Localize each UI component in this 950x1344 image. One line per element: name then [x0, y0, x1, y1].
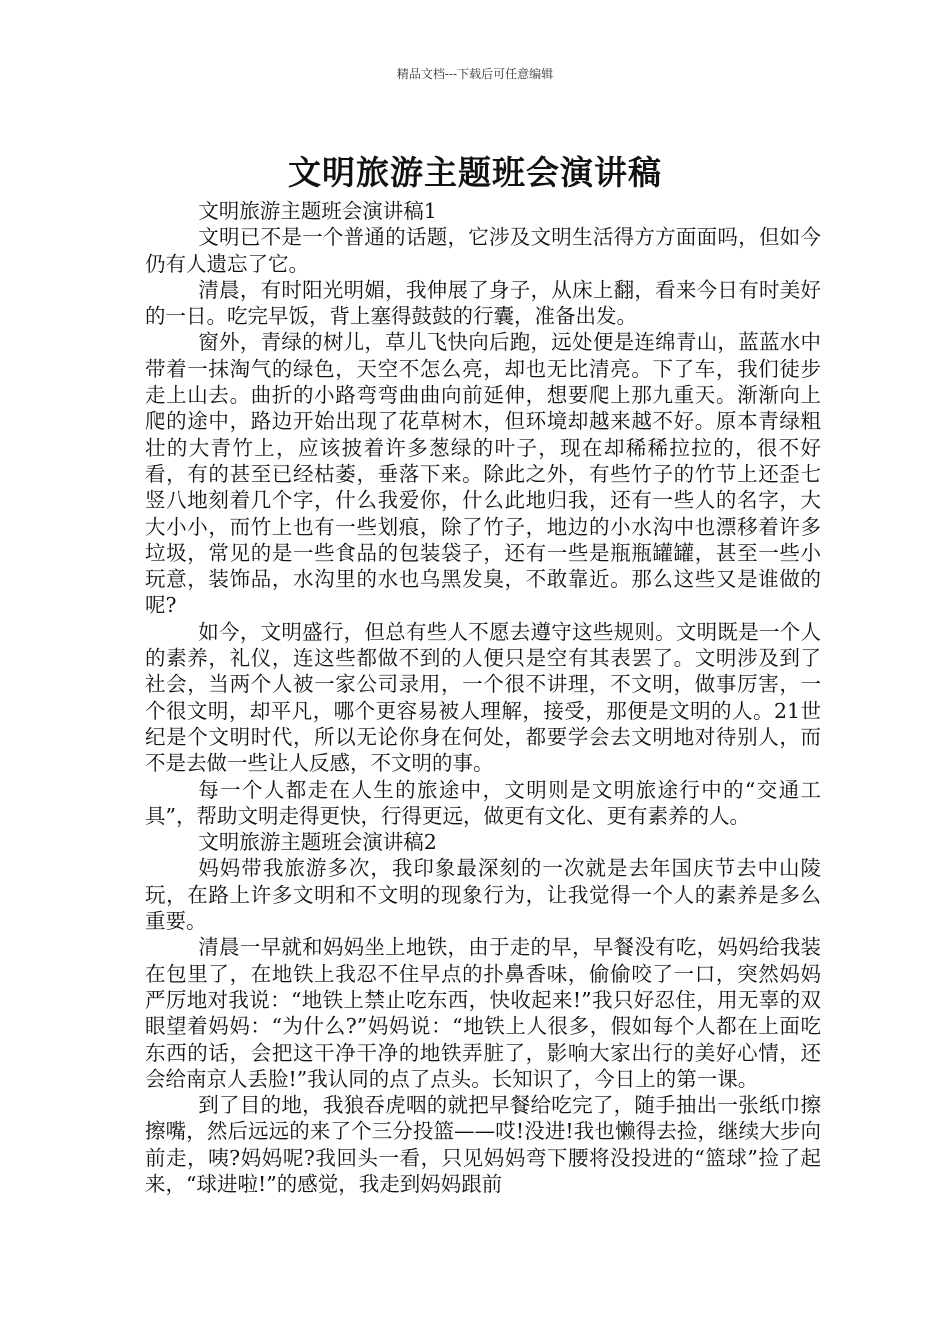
page-header: 精品文档---下载后可任意编辑: [396, 67, 554, 81]
paragraph: 清晨一早就和妈妈坐上地铁，由于走的早，早餐没有吃，妈妈给我装在包里了，在地铁上我忍不住早点的扑鼻香味，偷偷咬了一口，突然妈妈严厉地对我说：“地铁上禁止吃东西，快收起来!”我只好忍住，用无辜的双眼望着妈妈：“为什么?”妈妈说：“地铁上人很多，假如每个人都在上面吃东西的话，会把这干净干净的地铁弄脏了，影响大家出行的美好心情，还会给南京人丢脸!”我认同的点了点头。长知识了，今日上的第一课。: [145, 935, 821, 1091]
document-title: 文明旅游主题班会演讲稿: [288, 153, 662, 193]
paragraph: 每一个人都走在人生的旅途中，文明则是文明旅途行中的“交通工具”，帮助文明走得更快，行得更远，做更有文化、更有素养的人。: [145, 777, 821, 828]
paragraph: 窗外，青绿的树儿，草儿飞快向后跑，远处便是连绵青山，蓝蓝水中带着一抹淘气的绿色，天空不怎么亮，却也无比清亮。下了车，我们徒步走上山去。曲折的小路弯弯曲曲向前延伸，想要爬上那九重天。渐渐向上爬的途中，路边开始出现了花草树木，但环境却越来越不好。原本青绿粗壮的大青竹上，应该披着许多葱绿的叶子，现在却稀稀拉拉的，很不好看，有的甚至已经枯萎，垂落下来。除此之外，有些竹子的竹节上还歪七竖八地刻着几个字，什么我爱你，什么此地归我，还有一些人的名字，大大小小，而竹上也有一些划痕，除了竹子，地边的小水沟中也漂移着许多垃圾，常见的是一些食品的包装袋子，还有一些是瓶瓶罐罐，甚至一些小玩意，装饰品，水沟里的水也乌黑发臭，不敢靠近。那么这些又是谁做的呢?: [145, 330, 821, 618]
paragraph: 文明已不是一个普通的话题，它涉及文明生活得方方面面吗，但如今仍有人遗忘了它。: [145, 225, 821, 276]
paragraph: 清晨，有时阳光明媚，我伸展了身子，从床上翻，看来今日有时美好的一日。吃完早饭，背上塞得鼓鼓的行囊，准备出发。: [145, 277, 821, 329]
paragraph-subtitle-2: 文明旅游主题班会演讲稿2: [198, 830, 437, 855]
paragraph: 妈妈带我旅游多次，我印象最深刻的一次就是去年国庆节去中山陵玩，在路上许多文明和不文明的现象行为，让我觉得一个人的素养是多么重要。: [145, 856, 821, 934]
paragraph-subtitle-1: 文明旅游主题班会演讲稿1: [198, 199, 437, 223]
document-body: [145, 198, 821, 1197]
paragraph: 如今，文明盛行，但总有些人不愿去遵守这些规则。文明既是一个人的素养，礼仪，连这些都做不到的人便只是空有其表罢了。文明涉及到了社会，当两个人被一家公司录用，一个很不讲理，不文明，做事厉害，一个很文明，却平凡，哪个更容易被人理解，接受，那便是文明的人。21世纪是个文明时代，所以无论你身在何处，都要学会去文明地对待别人，而不是去做一些让人反感，不文明的事。: [145, 619, 821, 776]
paragraph: 到了目的地，我狼吞虎咽的就把早餐给吃完了，随手抽出一张纸巾擦擦嘴，然后远远的来了个三分投篮——哎!没进!我也懒得去捡，继续大步向前走，咦?妈妈呢?我回头一看，只见妈妈弯下腰将没投进的“篮球”捡了起来，“球进啦!”的感觉，我走到妈妈跟前: [145, 1093, 821, 1196]
